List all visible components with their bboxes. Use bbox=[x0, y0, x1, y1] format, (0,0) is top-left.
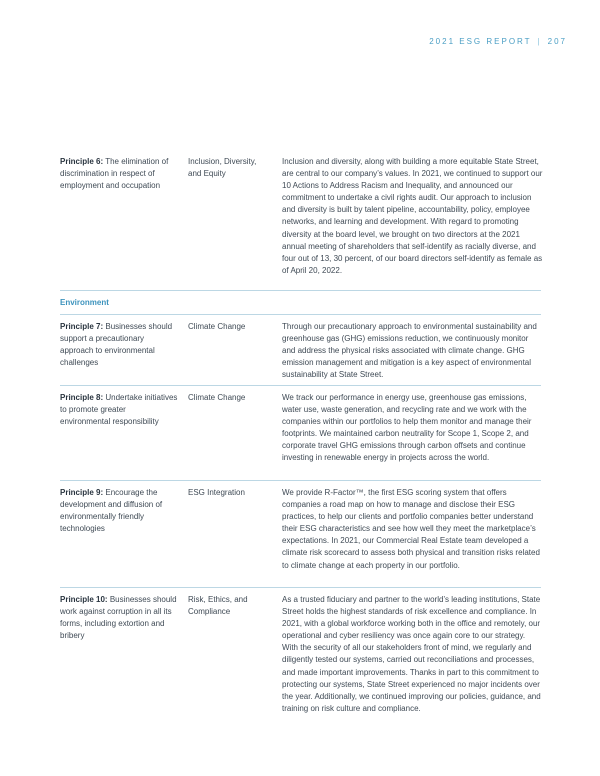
report-title: 2021 ESG REPORT bbox=[429, 37, 532, 46]
principle-cell bbox=[60, 321, 178, 369]
divider bbox=[60, 480, 541, 481]
divider bbox=[60, 290, 541, 291]
divider bbox=[60, 385, 541, 386]
principle-text: Businesses should support a precautionary approach to environmental challenges bbox=[60, 322, 173, 368]
principle-number: Principle 10: bbox=[60, 595, 108, 604]
page-header bbox=[429, 37, 567, 46]
response-cell: We provide R-Factor™, the first ESG scoring system that offers companies a road map on how to manage and disclose their ESG practices, to help our clients and portfolio companies better understand their ESG characteristics and see how well they meet the marketplace’s expectations. In 2021, our Commercial Real Estate team developed a climate risk scorecard to assess both physical and transition risks related to climate change at each property in our portfolio. bbox=[282, 488, 540, 570]
principle-cell bbox=[60, 156, 178, 192]
divider bbox=[60, 587, 541, 588]
principle-number: Principle 7: bbox=[60, 322, 104, 331]
response-cell: Through our precautionary approach to environmental sustainability and greenhouse gas (GHG) emissions reduction, we continuously monitor and address the physical risks associated with climate change. GHG emission management and mitigation is a key aspect of environmental sustainability at State Street. bbox=[282, 322, 537, 380]
section-heading-environment: Environment bbox=[60, 298, 109, 307]
page-number: 207 bbox=[547, 37, 567, 46]
principle-number: Principle 6: bbox=[60, 157, 104, 166]
header-separator: | bbox=[537, 37, 542, 46]
principle-cell bbox=[60, 594, 178, 642]
response-cell: As a trusted fiduciary and partner to the world’s leading institutions, State Street holds the highest standards of risk excellence and compliance. In 2021, with a global workforce working both in the office and remotely, our operational and cyber resiliency was once again core to our strategy. With the security of all our stakeholders front of mind, we regularly and diligently tested our systems, carried out reconciliations and processes, and made important improvements. Thanks in part to this commitment to protecting our systems, State Street experienced no major incidents over the year. Additionally, we continued improving our policies, guidance, and training on risk culture and compliance. bbox=[282, 595, 541, 713]
response-cell: Inclusion and diversity, along with building a more equitable State Street, are central to our company’s values. In 2021, we continued to support our 10 Actions to Address Racism and Inequality, and announced our commitment to undertake a civil rights audit. Our approach to inclusion and diversity is built by talent pipeline, accountability, policy, employee networks, and learning and development. With regard to promoting diversity at the board level, we brought on two directors at the 2021 annual meeting of shareholders that self-identify as racially diverse, and four out of 13, 30 percent, of our board directors self-identify as female as of April 20, 2022. bbox=[282, 157, 543, 275]
principle-text: The elimination of discrimination in respect of employment and occupation bbox=[60, 157, 169, 191]
principle-text: Encourage the development and diffusion of environmentally friendly technologies bbox=[60, 488, 163, 534]
principle-text: Businesses should work against corruption in all its forms, including extortion and bribery bbox=[60, 595, 177, 641]
topic-cell: Inclusion, Diversity, and Equity bbox=[188, 157, 257, 179]
principle-cell bbox=[60, 487, 178, 535]
topic-cell: Climate Change bbox=[188, 322, 246, 331]
response-cell: We track our performance in energy use, greenhouse gas emissions, water use, waste generation, and recycling rate and we work with the companies within our portfolios to help them monitor and manage their footprints. We maintained carbon neutrality for Scope 1, Scope 2, and corporate travel GHG emissions through carbon offsets and continue investing in renewable energy in projects across the world. bbox=[282, 393, 532, 463]
divider bbox=[60, 314, 541, 315]
topic-cell: Climate Change bbox=[188, 393, 246, 402]
principle-number: Principle 9: bbox=[60, 488, 104, 497]
principle-number: Principle 8: bbox=[60, 393, 104, 402]
principle-text: Undertake initiatives to promote greater environmental responsibility bbox=[60, 393, 178, 427]
topic-cell: Risk, Ethics, and Compliance bbox=[188, 595, 248, 617]
principle-cell bbox=[60, 392, 178, 428]
topic-cell: ESG Integration bbox=[188, 488, 245, 497]
